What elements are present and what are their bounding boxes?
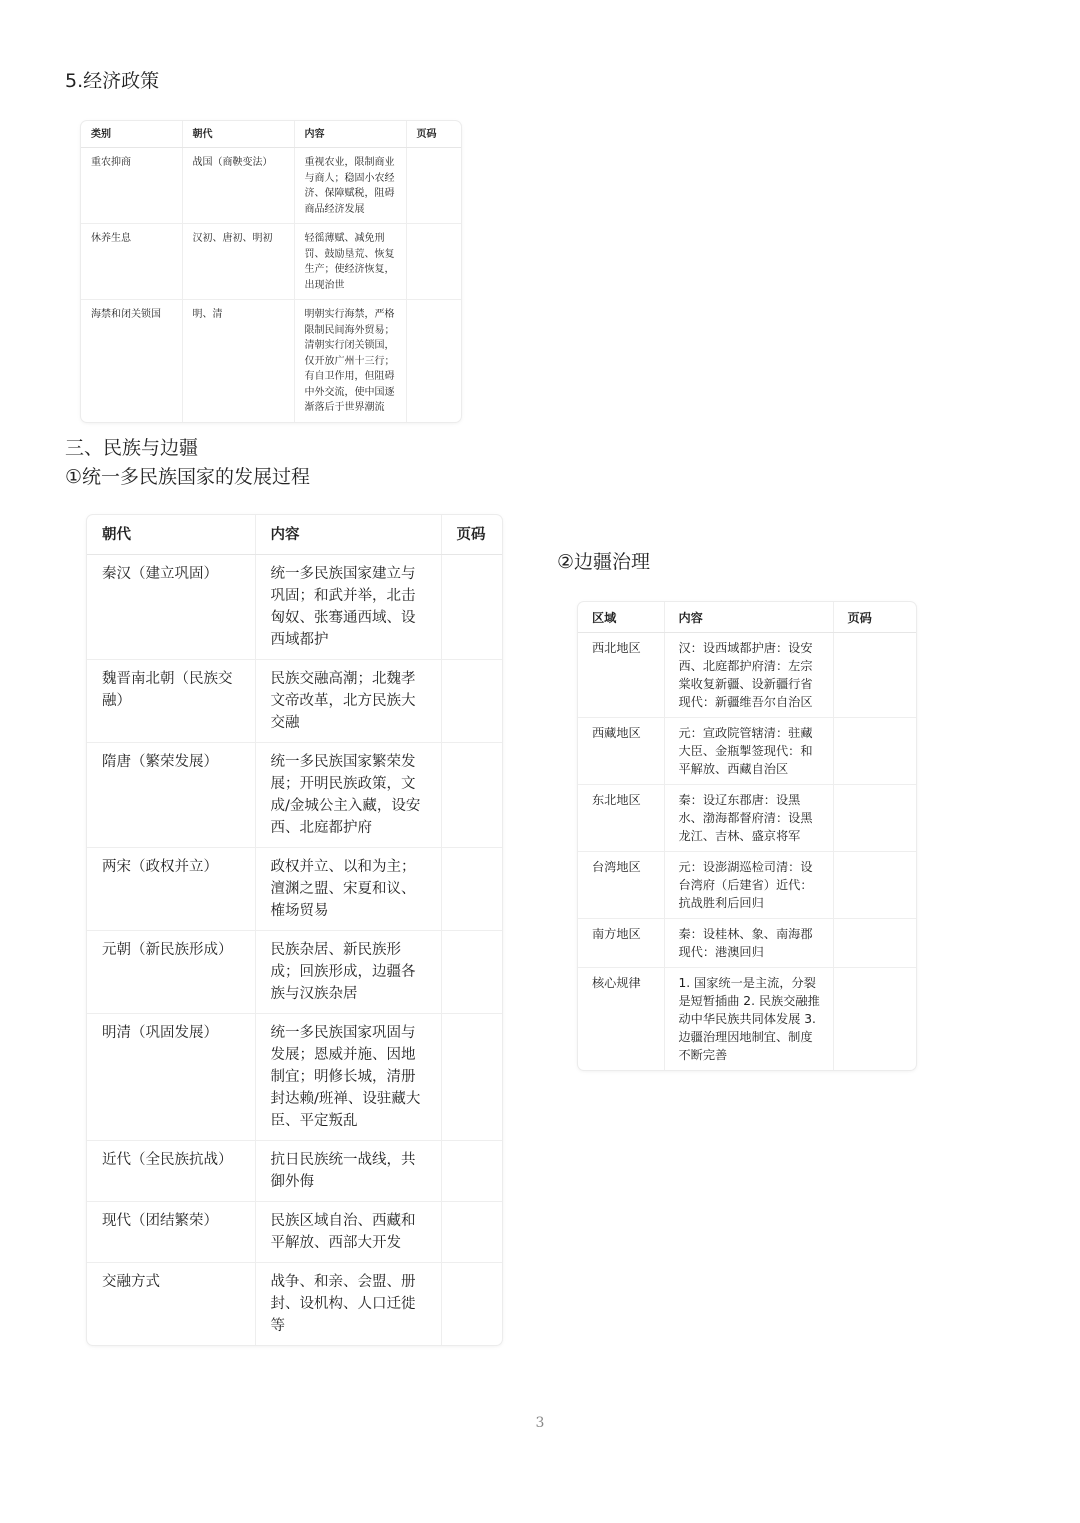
table-row bbox=[578, 968, 916, 1071]
cell-content: 重视农业，限制商业与商人；稳固小农经济、保障赋税，阻碍商品经济发展 bbox=[294, 148, 406, 224]
cell-dynasty: 隋唐（繁荣发展） bbox=[87, 743, 255, 848]
cell-category: 重农抑商 bbox=[81, 148, 182, 224]
cell-region: 核心规律 bbox=[578, 968, 664, 1071]
cell-page bbox=[441, 931, 502, 1014]
section-title-economic-policy: 5.经济政策 bbox=[65, 70, 160, 92]
header-content: 内容 bbox=[255, 515, 441, 555]
cell-page bbox=[441, 1202, 502, 1263]
table-row bbox=[578, 785, 916, 852]
cell-page bbox=[833, 919, 916, 968]
cell-category: 休养生息 bbox=[81, 224, 182, 300]
table-row bbox=[81, 224, 461, 300]
cell-dynasty: 近代（全民族抗战） bbox=[87, 1141, 255, 1202]
table-header-row bbox=[578, 602, 916, 633]
cell-region: 南方地区 bbox=[578, 919, 664, 968]
cell-content: 元：宣政院管辖清：驻藏大臣、金瓶掣签现代：和平解放、西藏自治区 bbox=[664, 718, 833, 785]
cell-content: 汉：设西域都护唐：设安西、北庭都护府清：左宗棠收复新疆、设新疆行省现代：新疆维吾尔自治区 bbox=[664, 633, 833, 718]
cell-page bbox=[441, 660, 502, 743]
cell-category: 海禁和闭关锁国 bbox=[81, 300, 182, 422]
cell-content: 民族区域自治、西藏和平解放、西部大开发 bbox=[255, 1202, 441, 1263]
cell-content: 元：设澎湖巡检司清：设台湾府（后建省）近代：抗战胜利后回归 bbox=[664, 852, 833, 919]
table-row bbox=[81, 300, 461, 422]
cell-content: 战争、和亲、会盟、册封、设机构、人口迁徙等 bbox=[255, 1263, 441, 1346]
cell-content: 统一多民族国家巩固与发展；恩威并施、因地制宜；明修长城，清册封达赖/班禅、设驻藏大臣、平定叛乱 bbox=[255, 1014, 441, 1141]
cell-page bbox=[406, 148, 461, 224]
header-dynasty: 朝代 bbox=[182, 121, 294, 148]
table-row bbox=[87, 1141, 502, 1202]
header-category: 类别 bbox=[81, 121, 182, 148]
cell-page bbox=[833, 852, 916, 919]
subtitle-frontier-governance: ②边疆治理 bbox=[557, 551, 651, 573]
header-dynasty: 朝代 bbox=[87, 515, 255, 555]
header-content: 内容 bbox=[294, 121, 406, 148]
table-row bbox=[87, 743, 502, 848]
header-page: 页码 bbox=[833, 602, 916, 633]
cell-dynasty: 战国（商鞅变法） bbox=[182, 148, 294, 224]
cell-content: 政权并立、以和为主；澶渊之盟、宋夏和议、榷场贸易 bbox=[255, 848, 441, 931]
header-page: 页码 bbox=[441, 515, 502, 555]
cell-dynasty: 明、清 bbox=[182, 300, 294, 422]
cell-page bbox=[441, 848, 502, 931]
table-row bbox=[87, 1014, 502, 1141]
table-header-row bbox=[81, 121, 461, 148]
cell-page bbox=[441, 555, 502, 660]
cell-region: 台湾地区 bbox=[578, 852, 664, 919]
cell-page bbox=[833, 968, 916, 1071]
table-row bbox=[87, 848, 502, 931]
table-row bbox=[87, 1263, 502, 1346]
cell-content: 民族交融高潮；北魏孝文帝改革，北方民族大交融 bbox=[255, 660, 441, 743]
table-row bbox=[578, 919, 916, 968]
cell-content: 抗日民族统一战线，共御外侮 bbox=[255, 1141, 441, 1202]
cell-dynasty: 元朝（新民族形成） bbox=[87, 931, 255, 1014]
page-number: 3 bbox=[535, 1415, 545, 1431]
table-row bbox=[578, 633, 916, 718]
frontier-governance-table bbox=[578, 602, 916, 1070]
cell-dynasty: 交融方式 bbox=[87, 1263, 255, 1346]
cell-content: 统一多民族国家繁荣发展；开明民族政策，文成/金城公主入藏，设安西、北庭都护府 bbox=[255, 743, 441, 848]
header-region: 区域 bbox=[578, 602, 664, 633]
cell-page bbox=[441, 1263, 502, 1346]
table-row bbox=[87, 660, 502, 743]
cell-content: 统一多民族国家建立与巩固；和武并举，北击匈奴、张骞通西域、设西域都护 bbox=[255, 555, 441, 660]
cell-page bbox=[833, 785, 916, 852]
header-content: 内容 bbox=[664, 602, 833, 633]
table-row bbox=[578, 852, 916, 919]
cell-dynasty: 明清（巩固发展） bbox=[87, 1014, 255, 1141]
cell-content: 明朝实行海禁，严格限制民间海外贸易；清朝实行闭关锁国，仅开放广州十三行；有自卫作用，但阻碍中外交流，使中国逐渐落后于世界潮流 bbox=[294, 300, 406, 422]
ethnic-development-table bbox=[87, 515, 502, 1345]
cell-page bbox=[441, 1014, 502, 1141]
table-row bbox=[578, 718, 916, 785]
header-page: 页码 bbox=[406, 121, 461, 148]
section-title-ethnic-frontier: 三、民族与边疆 bbox=[65, 437, 199, 459]
cell-region: 西北地区 bbox=[578, 633, 664, 718]
cell-content: 轻徭薄赋、减免刑罚、鼓励垦荒、恢复生产；使经济恢复，出现治世 bbox=[294, 224, 406, 300]
cell-content: 秦：设桂林、象、南海郡现代：港澳回归 bbox=[664, 919, 833, 968]
economic-policy-table bbox=[81, 121, 461, 422]
cell-page bbox=[406, 224, 461, 300]
cell-page bbox=[406, 300, 461, 422]
cell-dynasty: 秦汉（建立巩固） bbox=[87, 555, 255, 660]
cell-content: 民族杂居、新民族形成；回族形成，边疆各族与汉族杂居 bbox=[255, 931, 441, 1014]
cell-page bbox=[441, 1141, 502, 1202]
table-row bbox=[87, 931, 502, 1014]
cell-dynasty: 汉初、唐初、明初 bbox=[182, 224, 294, 300]
cell-dynasty: 现代（团结繁荣） bbox=[87, 1202, 255, 1263]
table-row bbox=[87, 555, 502, 660]
cell-region: 西藏地区 bbox=[578, 718, 664, 785]
cell-page bbox=[441, 743, 502, 848]
cell-content: 1. 国家统一是主流，分裂是短暂插曲 2. 民族交融推动中华民族共同体发展 3. 边疆治理因地制宜、制度不断完善 bbox=[664, 968, 833, 1071]
cell-dynasty: 两宋（政权并立） bbox=[87, 848, 255, 931]
subtitle-national-development: ①统一多民族国家的发展过程 bbox=[65, 466, 311, 488]
cell-dynasty: 魏晋南北朝（民族交融） bbox=[87, 660, 255, 743]
cell-content: 秦：设辽东郡唐：设黑水、渤海都督府清：设黑龙江、吉林、盛京将军 bbox=[664, 785, 833, 852]
cell-page bbox=[833, 718, 916, 785]
cell-page bbox=[833, 633, 916, 718]
cell-region: 东北地区 bbox=[578, 785, 664, 852]
table-row bbox=[87, 1202, 502, 1263]
table-header-row bbox=[87, 515, 502, 555]
table-row bbox=[81, 148, 461, 224]
